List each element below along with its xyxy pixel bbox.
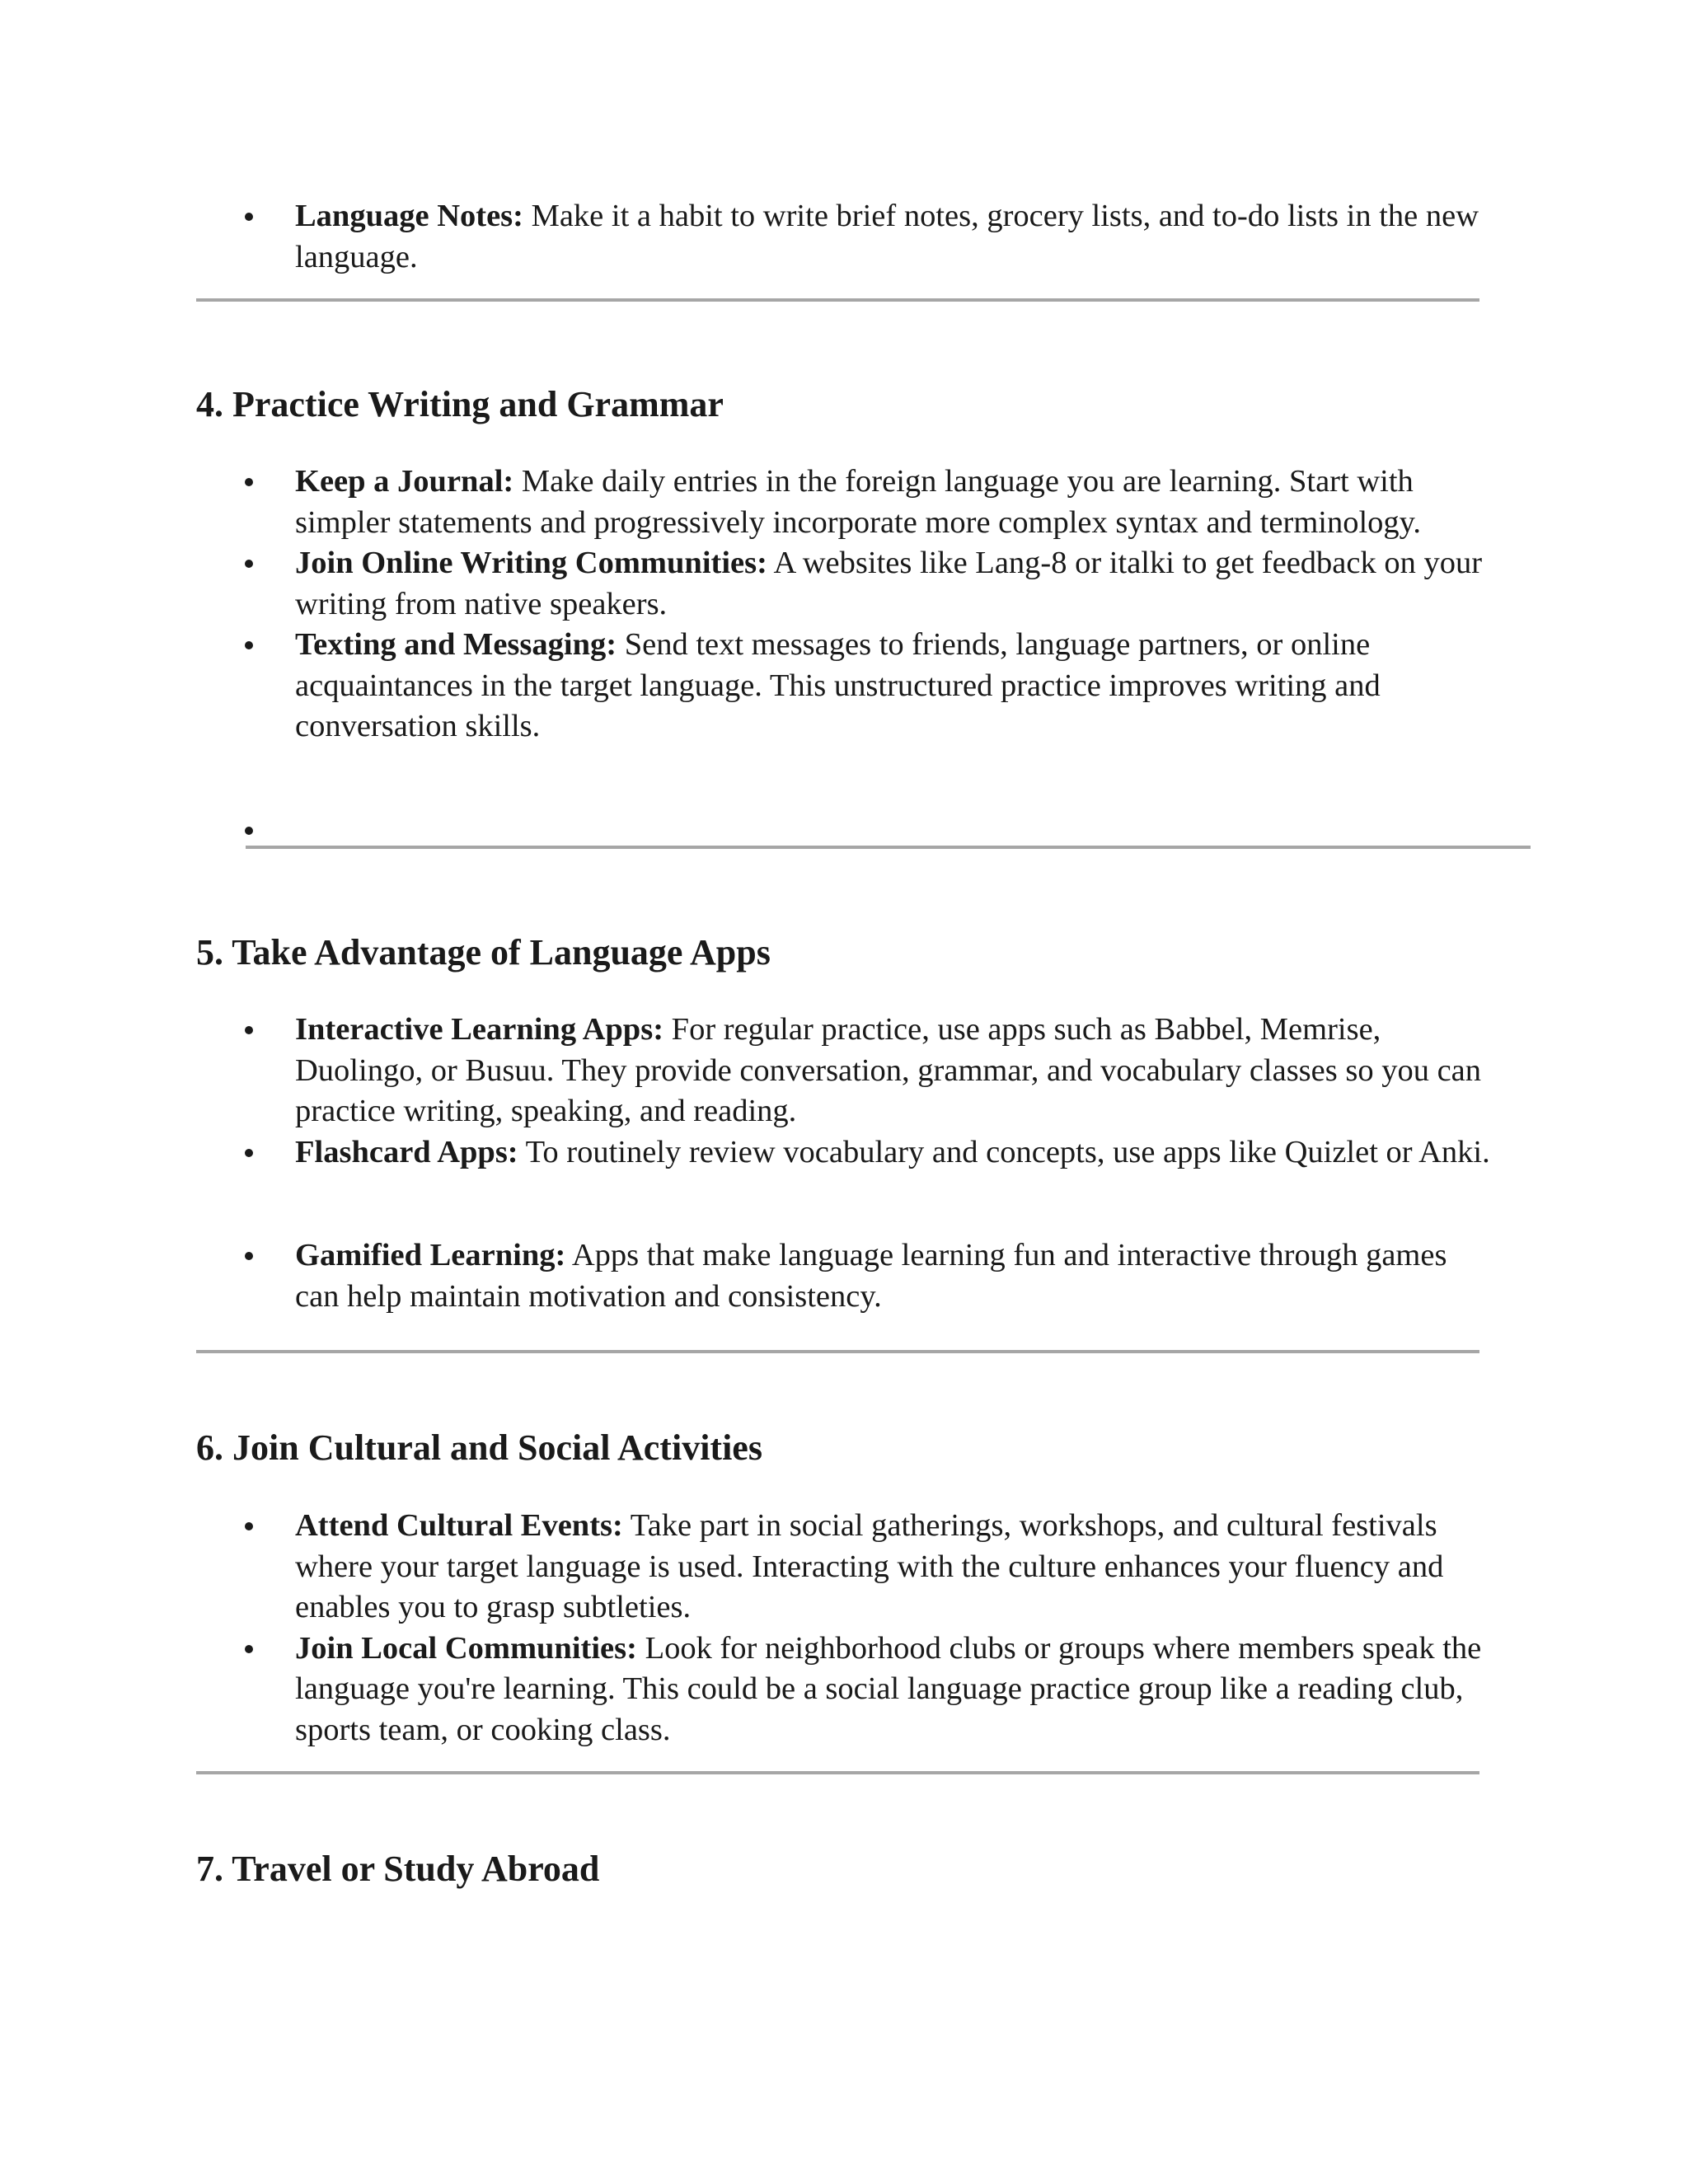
bullet-icon (245, 641, 253, 649)
item-label: Attend Cultural Events: (295, 1508, 623, 1543)
section-heading: 4. Practice Writing and Grammar (196, 384, 724, 424)
list-item (0, 1629, 1494, 1751)
intro-list (0, 196, 1494, 278)
list-item (0, 625, 1494, 748)
horizontal-rule (196, 1771, 1479, 1774)
bullet-icon (245, 1026, 253, 1034)
item-text: Send text messages to friends, language partners, or online acquaintances in the target language. This unstructured practice improves writing and conversation skills. (295, 627, 1381, 743)
item-label: Flashcard Apps: (295, 1134, 518, 1169)
bullet-icon (245, 1522, 253, 1530)
bullet-icon (245, 213, 253, 221)
list-item (0, 462, 1494, 543)
bullet-icon (245, 1149, 253, 1157)
section-heading: 6. Join Cultural and Social Activities (196, 1427, 762, 1468)
item-text: To routinely review vocabulary and concepts, use apps like Quizlet or Anki. (518, 1134, 1490, 1169)
item-label: Join Online Writing Communities: (295, 546, 767, 580)
bullet-icon (245, 1252, 253, 1260)
list-item (0, 196, 1494, 278)
section-heading: 5. Take Advantage of Language Apps (196, 932, 771, 972)
item-label: Gamified Learning: (295, 1238, 566, 1272)
item-label: Language Notes: (295, 199, 523, 233)
section-heading: 7. Travel or Study Abroad (196, 1849, 600, 1889)
item-text: Take part in social gatherings, workshops, and cultural festivals where your target language is used. Interacting with the culture enhances your fluency and enables you to grasp subtleties. (295, 1508, 1444, 1624)
section-5-list (0, 1010, 1494, 1173)
list-item (0, 543, 1494, 625)
bullet-icon (245, 478, 253, 486)
section-5-list-continued (0, 1235, 1494, 1317)
section-4-list (0, 462, 1494, 748)
item-text: For regular practice, use apps such as Babbel, Memrise, Duolingo, or Busuu. They provide conversation, grammar, and vocabulary classes so you can practice writing, speaking, and reading. (295, 1012, 1482, 1128)
item-label: Texting and Messaging: (295, 627, 617, 662)
list-item (0, 1132, 1494, 1174)
list-item (0, 1506, 1494, 1629)
item-label: Interactive Learning Apps: (295, 1012, 664, 1047)
item-text: Apps that make language learning fun and interactive through games can help maintain motivation and consistency. (295, 1238, 1447, 1314)
horizontal-rule (196, 1350, 1479, 1353)
bullet-icon (245, 560, 253, 568)
bullet-icon (245, 827, 253, 835)
horizontal-rule (196, 298, 1479, 302)
item-label: Keep a Journal: (295, 464, 514, 499)
item-text: Make it a habit to write brief notes, grocery lists, and to-do lists in the new language. (295, 199, 1479, 274)
item-text: A websites like Lang-8 or italki to get feedback on your writing from native speakers. (295, 546, 1483, 621)
horizontal-rule (246, 846, 1531, 849)
list-item (0, 1010, 1494, 1132)
bullet-icon (245, 1645, 253, 1653)
item-label: Join Local Communities: (295, 1630, 637, 1666)
section-6-list (0, 1506, 1494, 1750)
item-text: Look for neighborhood clubs or groups where members speak the language you're learning. This could be a social language practice group like a reading club, sports team, or cooking class. (295, 1630, 1482, 1747)
item-text: Make daily entries in the foreign language you are learning. Start with simpler statements and progressively incorporate more complex syntax and terminology. (295, 464, 1422, 540)
list-item (0, 1235, 1494, 1317)
